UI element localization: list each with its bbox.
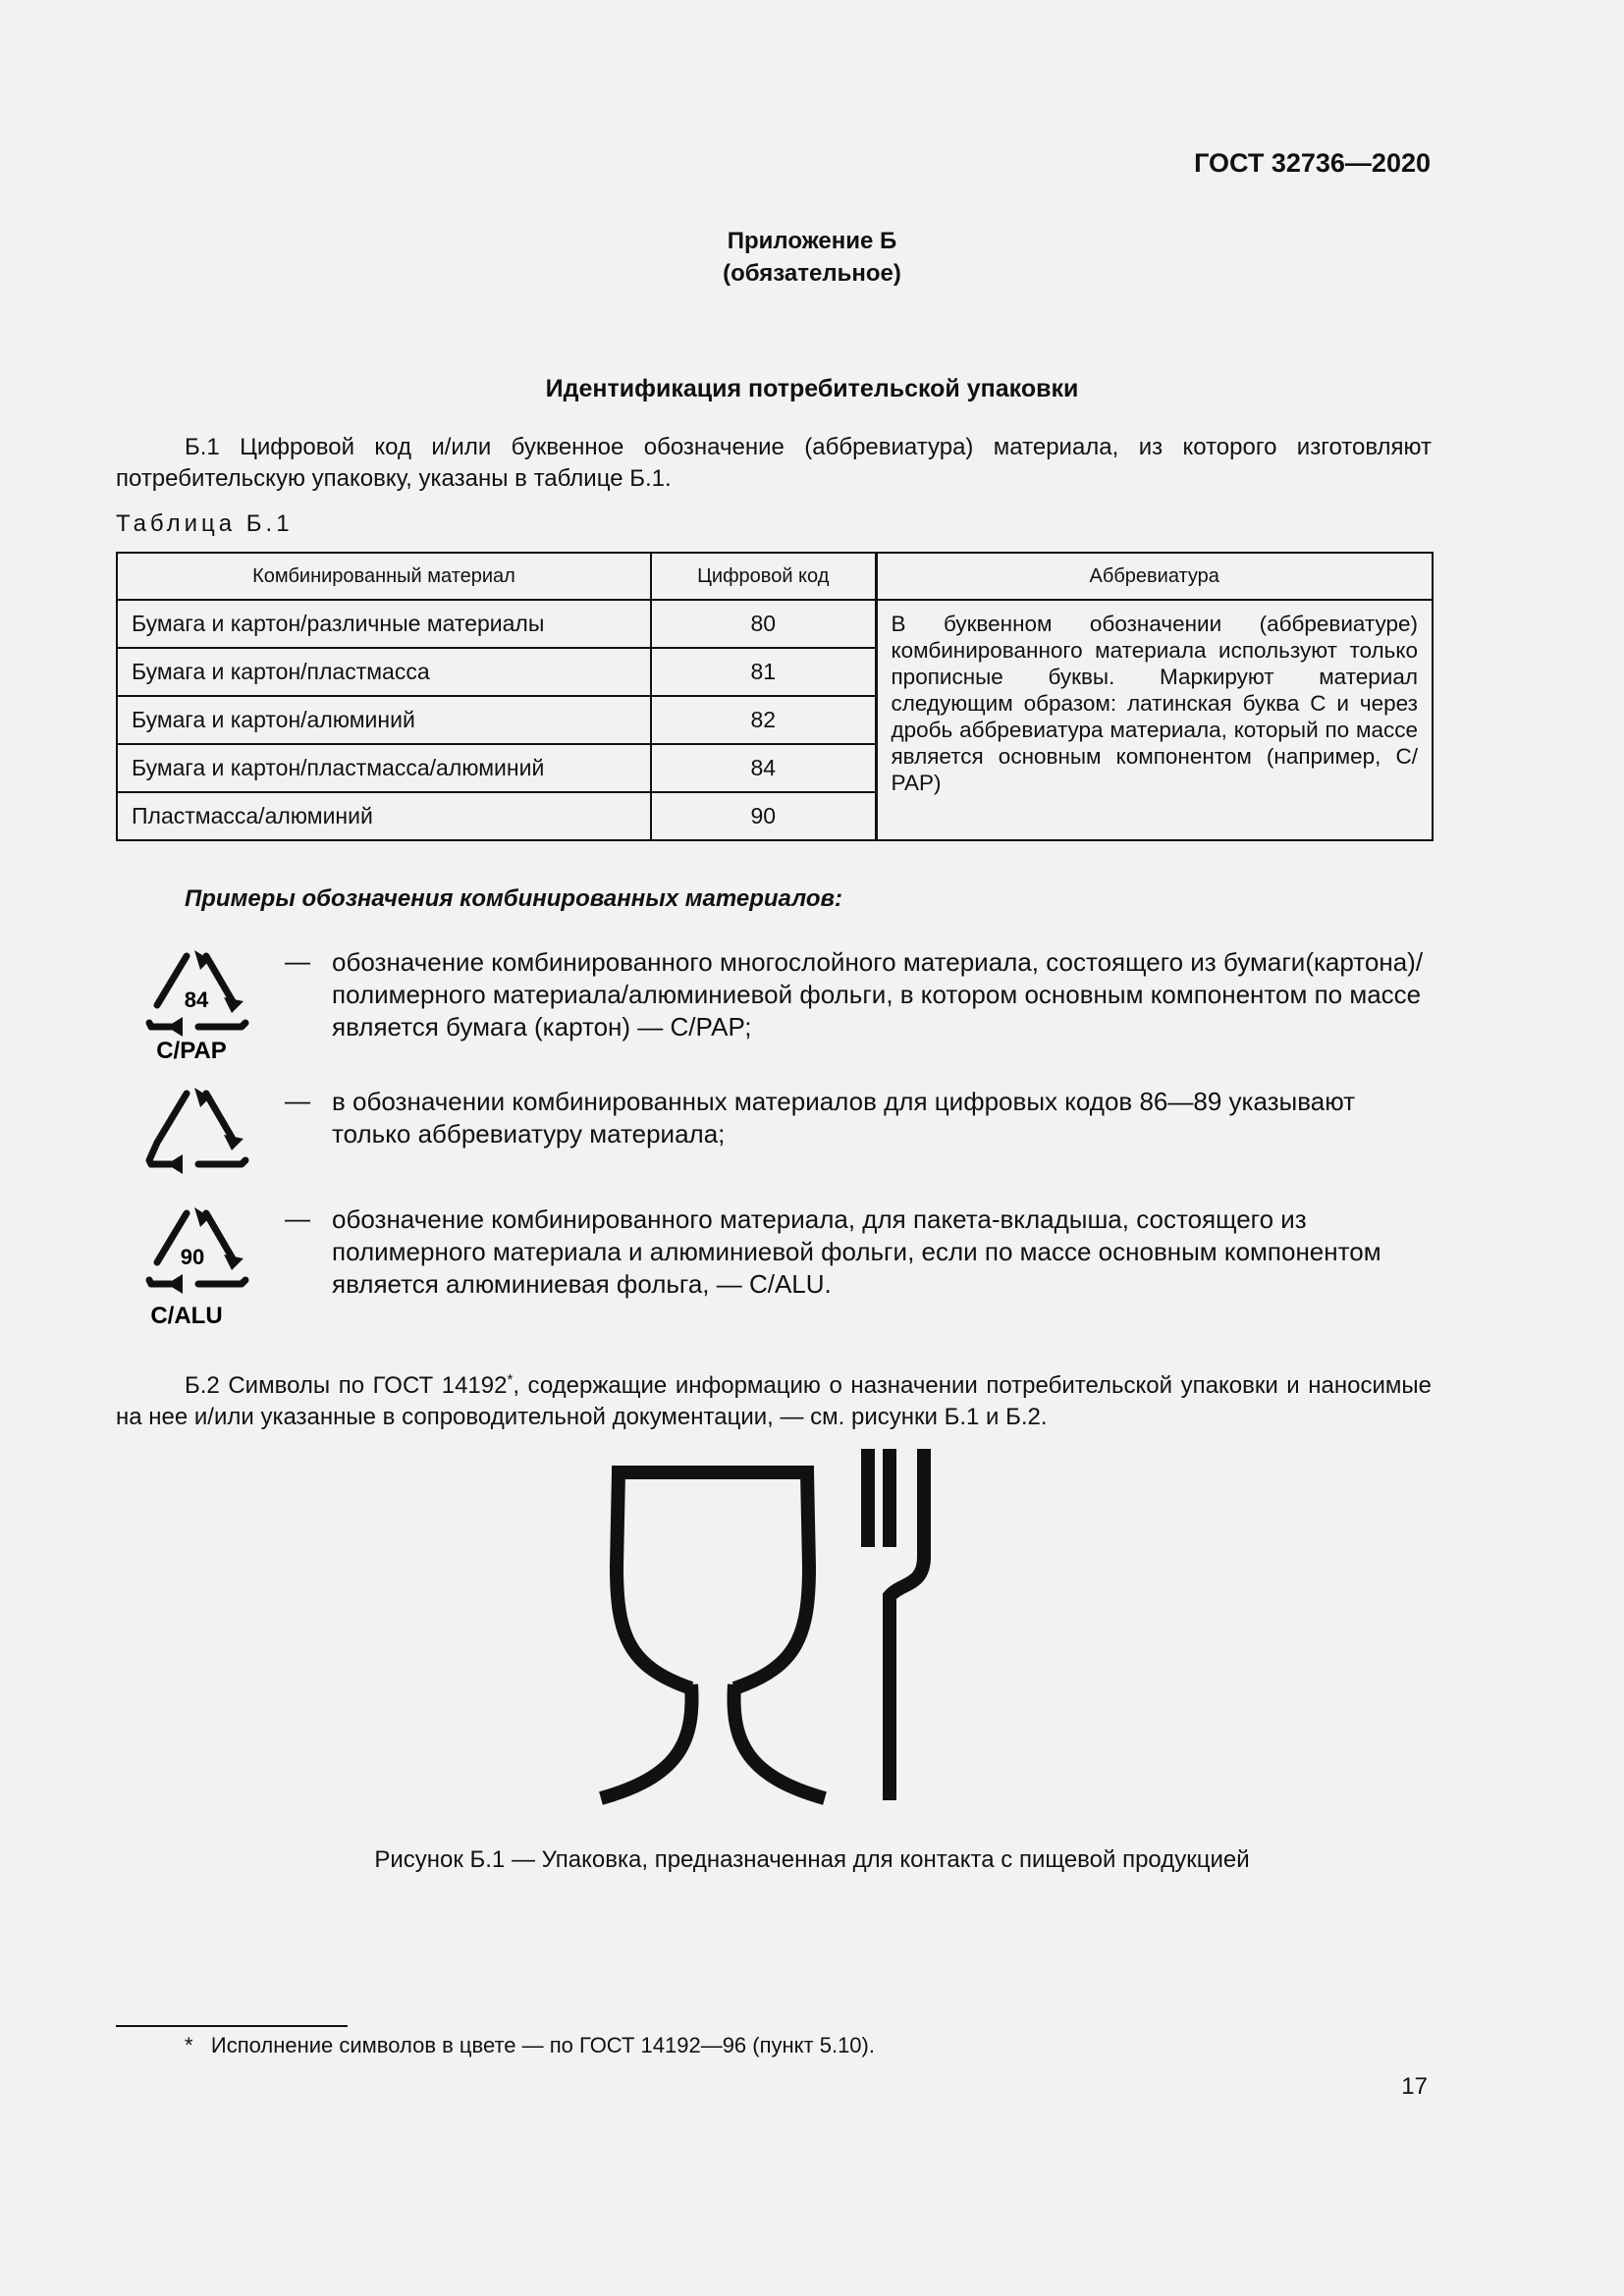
header-material: Комбинированный материал: [117, 553, 651, 600]
footnote: [185, 2033, 875, 2058]
example-text: обозначение комбинированного многослойного материала, состоящего из бумаги(картона)/полимерного материала/алюминиевой фольги, в котором основным компонентом по массе является бумага (картон) — С/РАР;: [332, 947, 1424, 1041]
footnote-text: Исполнение символов в цвете — по ГОСТ 14192—96 (пункт 5.10).: [210, 2033, 875, 2057]
cell-code: 82: [651, 696, 876, 744]
cell-abbreviation-note: В буквенном обозначении (аббревиатуре) комбинированного материала используют только прописные буквы. Маркируют материал следующим образом: латинская буква С и через дробь аббревиатура материала, который по массе является основным компонентом (например, С/РАР): [876, 600, 1433, 840]
recycle-triangle-icon: [137, 1205, 255, 1329]
cell-material: Пластмасса/алюминий: [117, 792, 651, 840]
standard-number: ГОСТ 32736—2020: [1194, 148, 1431, 178]
cell-code: 81: [651, 648, 876, 696]
section-title: Идентификация потребительской упаковки: [545, 375, 1079, 402]
footnote-reference[interactable]: *: [507, 1371, 514, 1388]
table-header-row: [117, 553, 1433, 600]
recycle-triangle-icon: [137, 948, 255, 1064]
cell-code: 90: [651, 792, 876, 840]
example-dash: —: [285, 1203, 310, 1233]
figure-caption: Рисунок Б.1 — Упаковка, предназначенная для контакта с пищевой продукцией: [374, 1846, 1250, 1873]
cell-code: 80: [651, 600, 876, 648]
appendix-title: Приложение Б: [727, 228, 897, 254]
recycle-code: 84: [184, 988, 209, 1012]
cell-material: Бумага и картон/пластмасса: [117, 648, 651, 696]
cell-material: Бумага и картон/различные материалы: [117, 600, 651, 648]
table-caption: Таблица Б.1: [116, 510, 294, 537]
appendix-status: (обязательное): [723, 260, 901, 287]
page-number: 17: [1401, 2073, 1428, 2100]
recycle-triangle-icon: [137, 1086, 255, 1178]
header-code: Цифровой код: [651, 553, 876, 600]
example-text: в обозначении комбинированных материалов для цифровых кодов 86—89 указывают только аббревиатуру материала;: [332, 1087, 1356, 1148]
paragraph-b2: Б.2 Символы по ГОСТ 14192*, содержащие информацию о назначении потребительской упаковки и наносимые на нее и/или указанные в сопроводительной документации, — см. рисунки Б.1 и Б.2.: [116, 1371, 1432, 1430]
recycle-label: C/ALU: [150, 1303, 223, 1329]
example-text: обозначение комбинированного материала, для пакета-вкладыша, состоящего из полимерного материала и алюминиевой фольги, если по массе основным компонентом является алюминиевая фольга, — C/ALU.: [332, 1204, 1381, 1299]
table-row: [117, 600, 1433, 648]
recycle-code: 90: [180, 1245, 205, 1269]
cell-code: 84: [651, 744, 876, 792]
materials-table: [116, 552, 1434, 841]
header-abbreviation: Аббревиатура: [876, 553, 1433, 600]
footnote-separator: [116, 2025, 348, 2027]
cell-material: Бумага и картон/пластмасса/алюминий: [117, 744, 651, 792]
example-dash: —: [285, 1086, 310, 1115]
appendix-heading: [0, 225, 1624, 290]
paragraph-b1: Б.1 Цифровой код и/или буквенное обозначение (аббревиатура) материала, из которого изготовляют потребительскую упаковку, указаны в таблице Б.1.: [116, 434, 1432, 492]
recycle-label: C/PAP: [156, 1038, 227, 1064]
glass-fork-icon: [589, 1449, 943, 1812]
cell-material: Бумага и картон/алюминий: [117, 696, 651, 744]
examples-heading: Примеры обозначения комбинированных материалов:: [185, 885, 842, 912]
footnote-mark: *: [185, 2033, 193, 2057]
example-dash: —: [285, 946, 310, 976]
